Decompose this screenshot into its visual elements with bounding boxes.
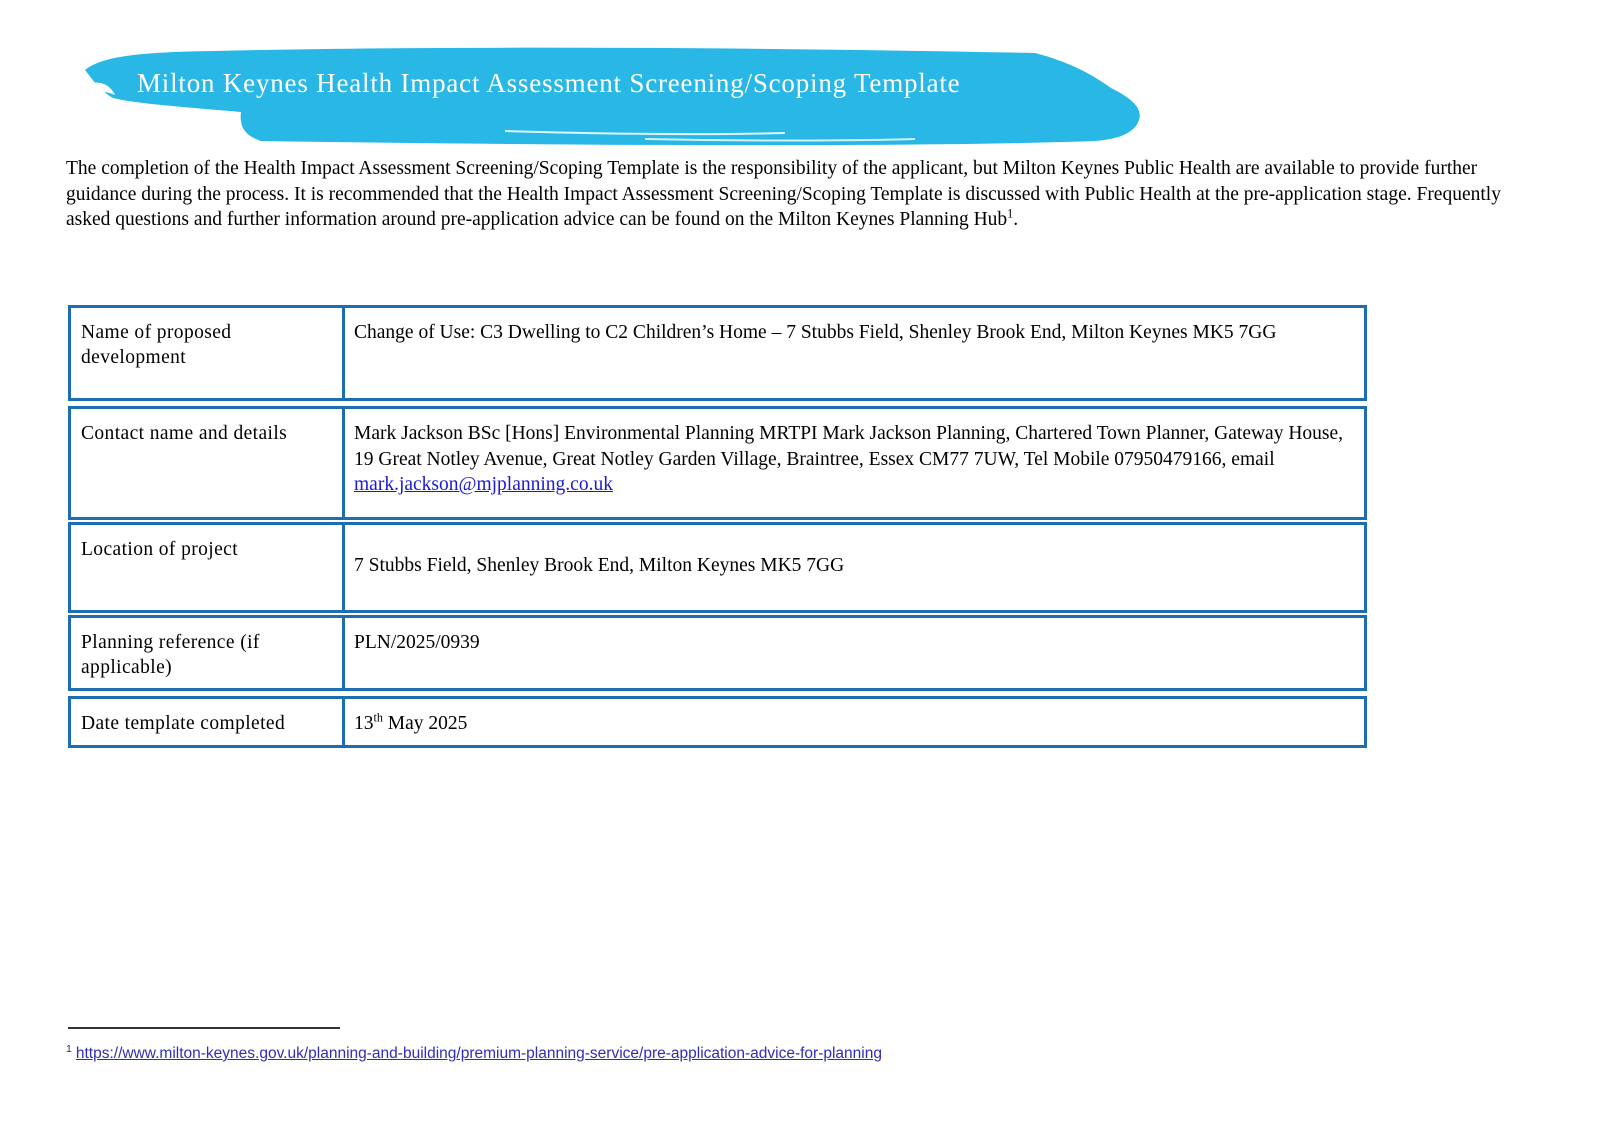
table-row-contact-details	[68, 406, 1367, 520]
row-value: 7 Stubbs Field, Shenley Brook End, Milton Keynes MK5 7GG	[354, 555, 845, 576]
title-banner	[85, 40, 1147, 152]
table-row-location	[68, 522, 1367, 613]
contact-text: Mark Jackson BSc [Hons] Environmental Planning MRTPI Mark Jackson Planning, Chartered Town Planner, Gateway House, 19 Great Notley Avenue, Great Notley Garden Village, Braintree, Essex CM77 7UW, Tel Mobile 07950479166, email	[354, 423, 1344, 470]
row-value	[345, 699, 1364, 745]
row-label: Contact name and details	[71, 409, 345, 517]
row-label: Planning reference (if applicable)	[71, 618, 345, 688]
table-row-planning-reference	[68, 615, 1367, 691]
table-row-date-completed	[68, 696, 1367, 748]
row-value	[345, 409, 1364, 517]
page-title: Milton Keynes Health Impact Assessment Screening/Scoping Template	[137, 68, 961, 98]
intro-text: The completion of the Health Impact Assessment Screening/Scoping Template is the responsibility of the applicant, but Milton Keynes Public Health are available to provide further guidance during the process. It is recommended that the Health Impact Assessment Screening/Scoping Template is discussed with Public Health at the pre-application stage. Frequently asked questions and further information around pre-application advice can be found on the Milton Keynes Planning Hub	[66, 158, 1501, 230]
date-day: 13	[354, 713, 374, 734]
date-ordinal: th	[373, 710, 383, 725]
footnote-separator	[68, 1027, 340, 1029]
row-label: Name of proposed development	[71, 308, 345, 398]
intro-suffix: .	[1013, 209, 1019, 230]
intro-paragraph	[66, 156, 1546, 233]
row-value: Change of Use: C3 Dwelling to C2 Children’s Home – 7 Stubbs Field, Shenley Brook End, Milton Keynes MK5 7GG	[354, 322, 1277, 343]
footnote	[66, 1043, 1266, 1063]
row-label: Date template completed	[71, 699, 345, 745]
row-label: Location of project	[71, 525, 345, 610]
row-value: PLN/2025/0939	[354, 632, 480, 653]
details-table	[68, 305, 1367, 748]
footnote-link[interactable]: https://www.milton-keynes.gov.uk/planning-and-building/premium-planning-service/pre-application-advice-for-planning	[75, 1045, 882, 1063]
footnote-reference-marker: 1	[1007, 206, 1014, 221]
date-rest: May 2025	[382, 713, 468, 734]
footnote-number: 1	[66, 1043, 72, 1055]
email-link[interactable]: mark.jackson@mjplanning.co.uk	[354, 474, 613, 495]
table-row-name-of-development	[68, 305, 1367, 401]
